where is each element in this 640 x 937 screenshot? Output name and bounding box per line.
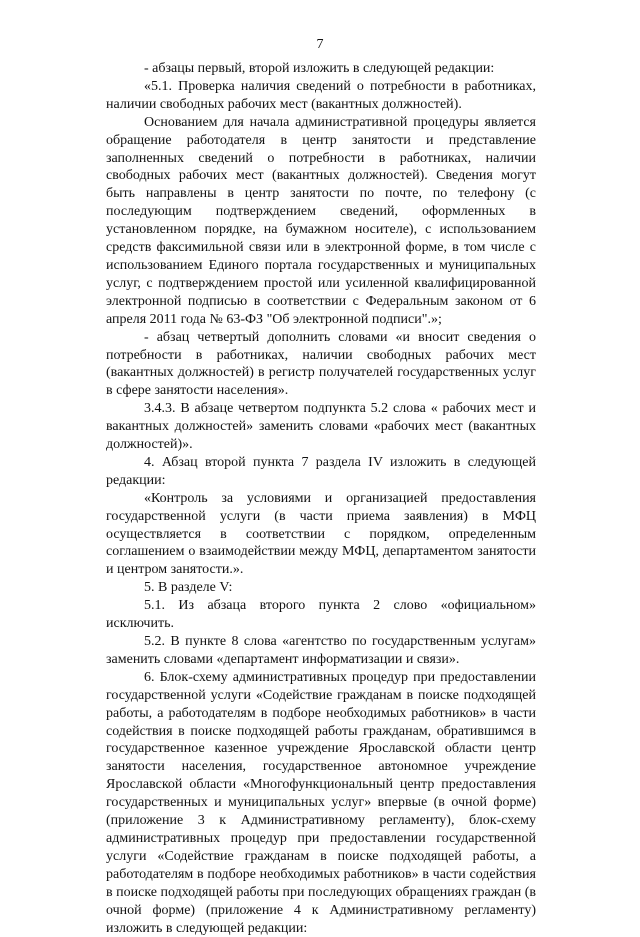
paragraph: Основанием для начала административной процедуры является обращение работодателя в центр занятости и представление заполненных сведений о потребности в работниках, наличии свободных рабочих мест (вакантных должностей). Сведения могут быть направлены в центр занятости по почте, по телефону (с последующим подтверждением сведений, оформленных в установленном порядке, на бумажном носителе), с использованием средств факсимильной связи или в электронной форме, в том числе с использованием Единого портала государственных и муниципальных услуг, с подтверждением простой или усиленной квалифицированной электронной подписью в соответствии с Федеральным законом от 6 апреля 2011 года № 63-ФЗ "Об электронной подписи".»; [106, 114, 536, 327]
paragraph: «Контроль за условиями и организацией предоставления государственной услуги (в части приема заявления) в МФЦ осуществляется в соответствии с порядком, определенным соглашением о взаимодействии между МФЦ, департаментом занятости и центром занятости.». [106, 490, 536, 578]
paragraph: 5. В разделе V: [144, 580, 233, 596]
paragraph: - абзацы первый, второй изложить в следующей редакции: [144, 61, 495, 76]
paragraph: - абзац четвертый дополнить словами «и вносит сведения о потребности в работниках, наличии свободных рабочих мест (вакантных должностей) в регистр получателей государственных услуг в сфере занятости населения». [106, 329, 536, 399]
paragraph: «5.1. Проверка наличия сведений о потребности в работниках, наличии свободных рабочих мест (вакантных должностей). [106, 78, 536, 112]
page-number: 7 [316, 37, 324, 52]
paragraph: 6. Блок-схему административных процедур при предоставлении государственной услуги «Содействие гражданам в поиске подходящей работы, а работодателям в подборе необходимых работников» в части содействия в поиске подходящей работы гражданам, обратившимся в государственное казенное учреждение Ярославской области центр занятости населения, государственное автономное учреждение Ярославской области «Многофункциональный центр предоставления государственных и муниципальных услуг» впервые (в очной форме) (приложение 3 к Административному регламенту), блок-схему административных процедур при предоставлении государственной услуги «Содействие гражданам в поиске подходящей работы, а работодателям в подборе необходимых работников» в части содействия в поиске подходящей работы при последующих обращениях граждан (в очной форме) (приложение 4 к Административному регламенту) изложить в следующей редакции: [106, 669, 536, 936]
document-body [106, 60, 536, 937]
paragraph: 3.4.3. В абзаце четвертом подпункта 5.2 слова « рабочих мест и вакантных должностей» заменить словами «рабочих мест (вакантных должностей)». [106, 401, 536, 453]
paragraph: 5.1. Из абзаца второго пункта 2 слово «официальном» исключить. [106, 598, 536, 632]
paragraph: 5.2. В пункте 8 слова «агентство по государственным услугам» заменить словами «департамент информатизации и связи». [106, 634, 536, 667]
paragraph: 4. Абзац второй пункта 7 раздела IV изложить в следующей редакции: [106, 454, 536, 488]
